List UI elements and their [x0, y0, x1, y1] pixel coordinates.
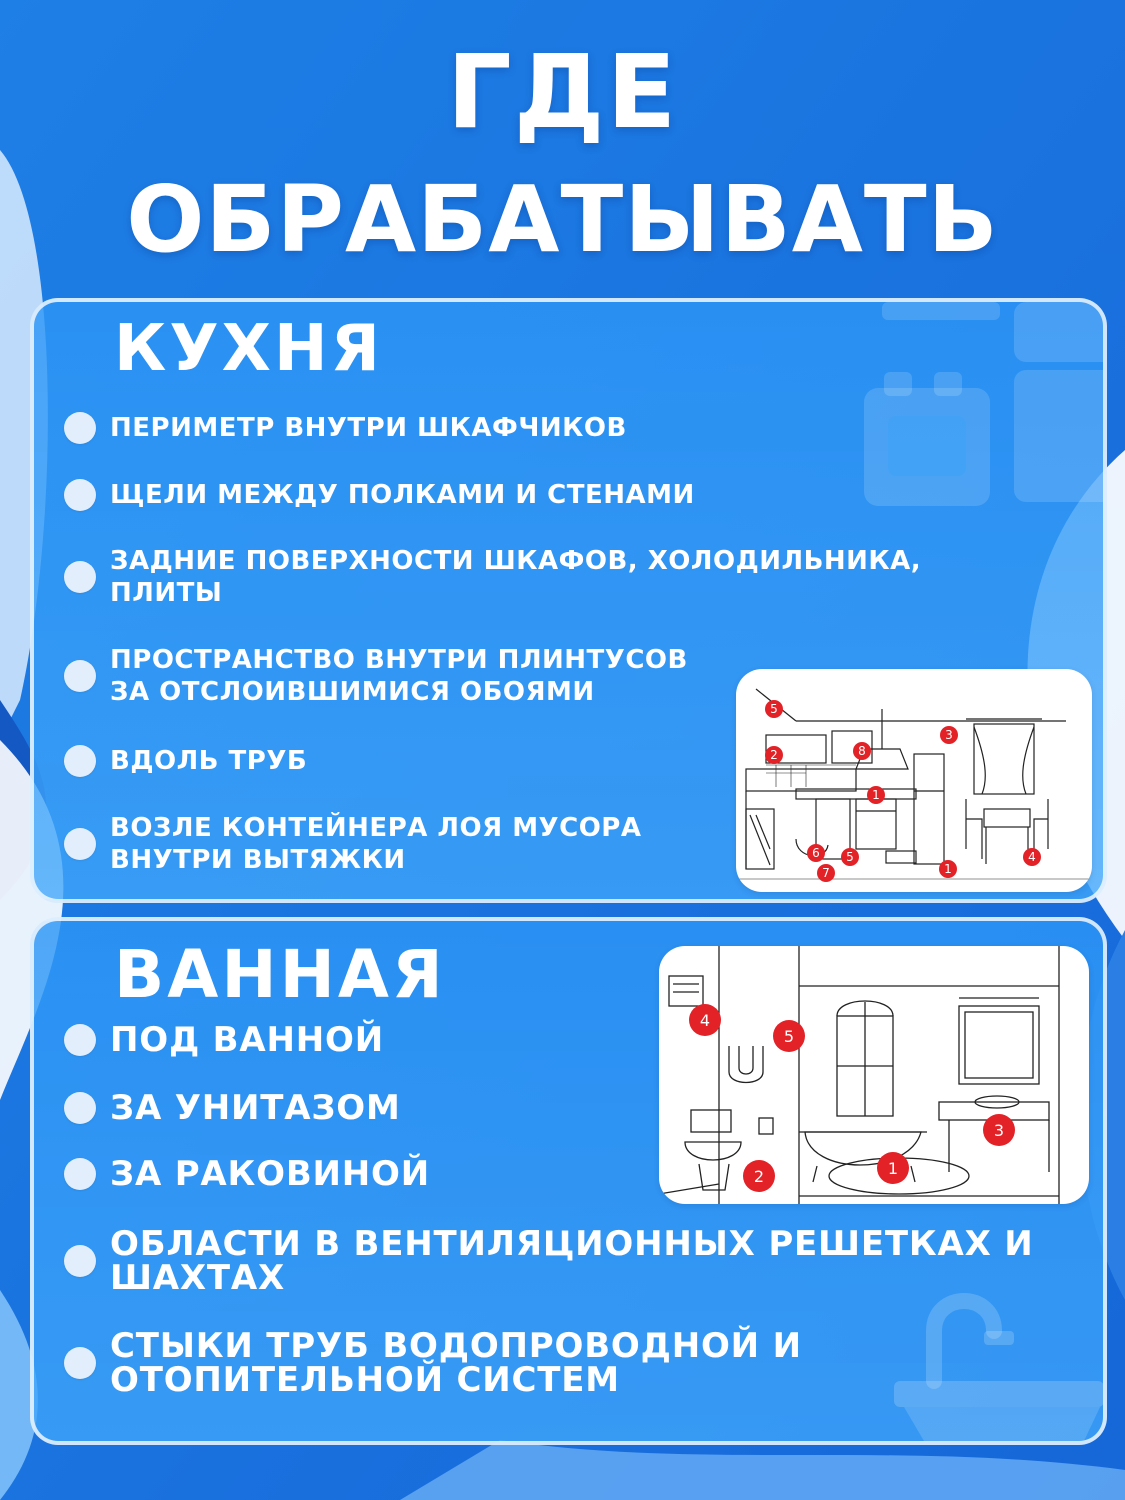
bathroom-sketch	[659, 946, 1089, 1204]
kitchen-marker-8	[853, 742, 871, 760]
svg-text:7: 7	[822, 866, 830, 880]
list-item-text: ЩЕЛИ МЕЖДУ ПОЛКАМИ И СТЕНАМИ	[110, 480, 695, 510]
list-item-text: ПОД ВАННОЙ	[110, 1020, 384, 1060]
list-item	[64, 812, 641, 876]
bath-marker-5	[773, 1020, 805, 1052]
list-item-text: ПЕРИМЕТР ВНУТРИ ШКАФЧИКОВ	[110, 413, 627, 443]
list-item	[64, 1020, 384, 1060]
bullet-icon	[64, 828, 96, 860]
bathroom-illustration	[659, 946, 1089, 1204]
svg-text:2: 2	[770, 748, 778, 762]
kitchen-illustration	[736, 669, 1092, 892]
bullet-icon	[64, 660, 96, 692]
list-item-text: ПРОСТРАНСТВО ВНУТРИ ПЛИНТУСОВ ЗА ОТСЛОИВШИМИСЯ ОБОЯМИ	[110, 645, 688, 707]
svg-text:1: 1	[872, 788, 880, 802]
list-item	[64, 1224, 1034, 1298]
list-item	[64, 1088, 401, 1128]
kitchen-marker-4	[1023, 848, 1041, 866]
svg-text:8: 8	[858, 744, 866, 758]
bathroom-panel	[30, 917, 1107, 1445]
page-title-line-1: ГДЕ	[446, 33, 679, 152]
list-item-text: ЗА УНИТАЗОМ	[110, 1088, 401, 1128]
bath-marker-1	[877, 1152, 909, 1184]
bullet-icon	[64, 1347, 96, 1379]
kitchen-marker-2	[765, 746, 783, 764]
svg-text:1: 1	[887, 1159, 899, 1178]
svg-text:5: 5	[783, 1027, 795, 1046]
bullet-icon	[64, 479, 96, 511]
bullet-icon	[64, 1158, 96, 1190]
list-item-text: СТЫКИ ТРУБ ВОДОПРОВОДНОЙ И ОТОПИТЕЛЬНОЙ СИСТЕМ	[110, 1326, 802, 1400]
list-item-text: ВДОЛЬ ТРУБ	[110, 746, 308, 776]
bath-marker-3	[983, 1114, 1015, 1146]
svg-text:5: 5	[770, 702, 778, 716]
kitchen-marker-5b	[841, 848, 859, 866]
kitchen-sketch	[736, 669, 1092, 892]
list-item	[64, 1154, 431, 1194]
kitchen-marker-5a	[765, 700, 783, 718]
list-item-text: ВОЗЛЕ КОНТЕЙНЕРА ЛОЯ МУСОРА ВНУТРИ ВЫТЯЖКИ	[110, 813, 642, 875]
kitchen-panel	[30, 298, 1107, 903]
bullet-icon	[64, 745, 96, 777]
svg-text:5: 5	[846, 850, 854, 864]
bath-marker-2	[743, 1160, 775, 1192]
bullet-icon	[64, 1245, 96, 1277]
bullet-icon	[64, 1024, 96, 1056]
bullet-icon	[64, 561, 96, 593]
kitchen-heading: КУХНЯ	[114, 312, 383, 386]
list-item-text: ОБЛАСТИ В ВЕНТИЛЯЦИОННЫХ РЕШЕТКАХ И ШАХТАХ	[110, 1224, 1034, 1298]
svg-text:3: 3	[945, 728, 953, 742]
svg-text:6: 6	[812, 846, 820, 860]
svg-text:2: 2	[753, 1167, 765, 1186]
page-title-line-2: ОБРАБАТЫВАТЬ	[126, 166, 999, 273]
list-item	[64, 545, 921, 609]
svg-text:3: 3	[993, 1121, 1005, 1140]
kitchen-marker-3	[940, 726, 958, 744]
list-item-text: ЗА РАКОВИНОЙ	[110, 1154, 431, 1194]
svg-text:4: 4	[699, 1011, 711, 1030]
bullet-icon	[64, 412, 96, 444]
marker-group	[689, 1004, 1015, 1192]
kitchen-marker-1a	[867, 786, 885, 804]
bullet-icon	[64, 1092, 96, 1124]
kitchen-marker-6	[807, 844, 825, 862]
kitchen-marker-7	[817, 864, 835, 882]
list-item	[64, 479, 695, 511]
list-item	[64, 1326, 802, 1400]
svg-text:4: 4	[1028, 850, 1036, 864]
kitchen-marker-1b	[939, 860, 957, 878]
list-item-text: ЗАДНИЕ ПОВЕРХНОСТИ ШКАФОВ, ХОЛОДИЛЬНИКА, ПЛИТЫ	[110, 546, 922, 608]
list-item	[64, 412, 627, 444]
bathroom-heading: ВАННАЯ	[114, 936, 446, 1013]
list-item	[64, 745, 307, 777]
bath-marker-4	[689, 1004, 721, 1036]
svg-text:1: 1	[944, 862, 952, 876]
list-item	[64, 644, 688, 708]
